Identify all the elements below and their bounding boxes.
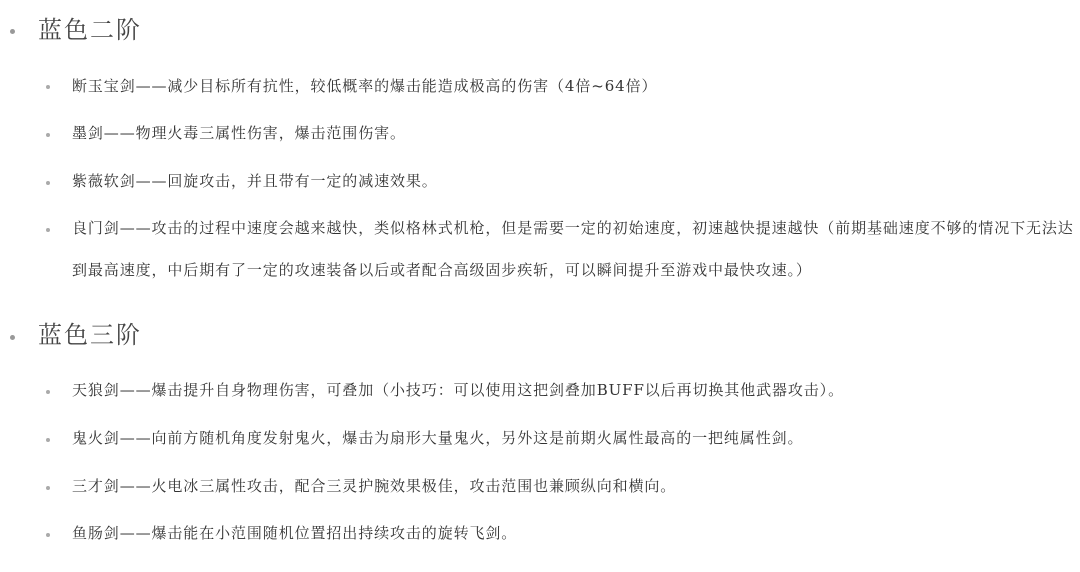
list-bullet	[46, 228, 50, 232]
section-bullet	[10, 29, 15, 34]
list-bullet	[46, 486, 50, 490]
list-bullet	[46, 181, 50, 185]
list-item: 良门剑——攻击的过程中速度会越来越快，类似格林式机枪，但是需要一定的初始速度，初速越快提速越快（前期基础速度不够的情况下无法达到最高速度，中后期有了一定的攻速装备以后或者配合高级固步疾斩，可以瞬间提升至游戏中最快攻速。）	[72, 219, 1074, 279]
section-title-blue-tier-3: 蓝色三阶	[38, 321, 142, 349]
list-bullet	[46, 85, 50, 89]
list-bullet	[46, 533, 50, 537]
list-item: 鬼火剑——向前方随机角度发射鬼火，爆击为扇形大量鬼火，另外这是前期火属性最高的一把纯属性剑。	[72, 429, 804, 447]
list-item: 紫薇软剑——回旋攻击，并且带有一定的减速效果。	[72, 172, 438, 190]
list-bullet	[46, 133, 50, 137]
list-item: 鱼肠剑——爆击能在小范围随机位置招出持续攻击的旋转飞剑。	[72, 524, 518, 542]
list-item: 三才剑——火电冰三属性攻击，配合三灵护腕效果极佳，攻击范围也兼顾纵向和横向。	[72, 477, 677, 495]
section-bullet	[10, 335, 15, 340]
list-item: 断玉宝剑——减少目标所有抗性，较低概率的爆击能造成极高的伤害（4倍~64倍）	[72, 77, 658, 95]
section-title-blue-tier-2: 蓝色二阶	[38, 16, 142, 44]
list-item: 天狼剑——爆击提升自身物理伤害，可叠加（小技巧：可以使用这把剑叠加BUFF以后再切换其他武器攻击）。	[72, 381, 844, 399]
list-bullet	[46, 438, 50, 442]
list-item: 墨剑——物理火毒三属性伤害，爆击范围伤害。	[72, 124, 406, 142]
list-bullet	[46, 390, 50, 394]
